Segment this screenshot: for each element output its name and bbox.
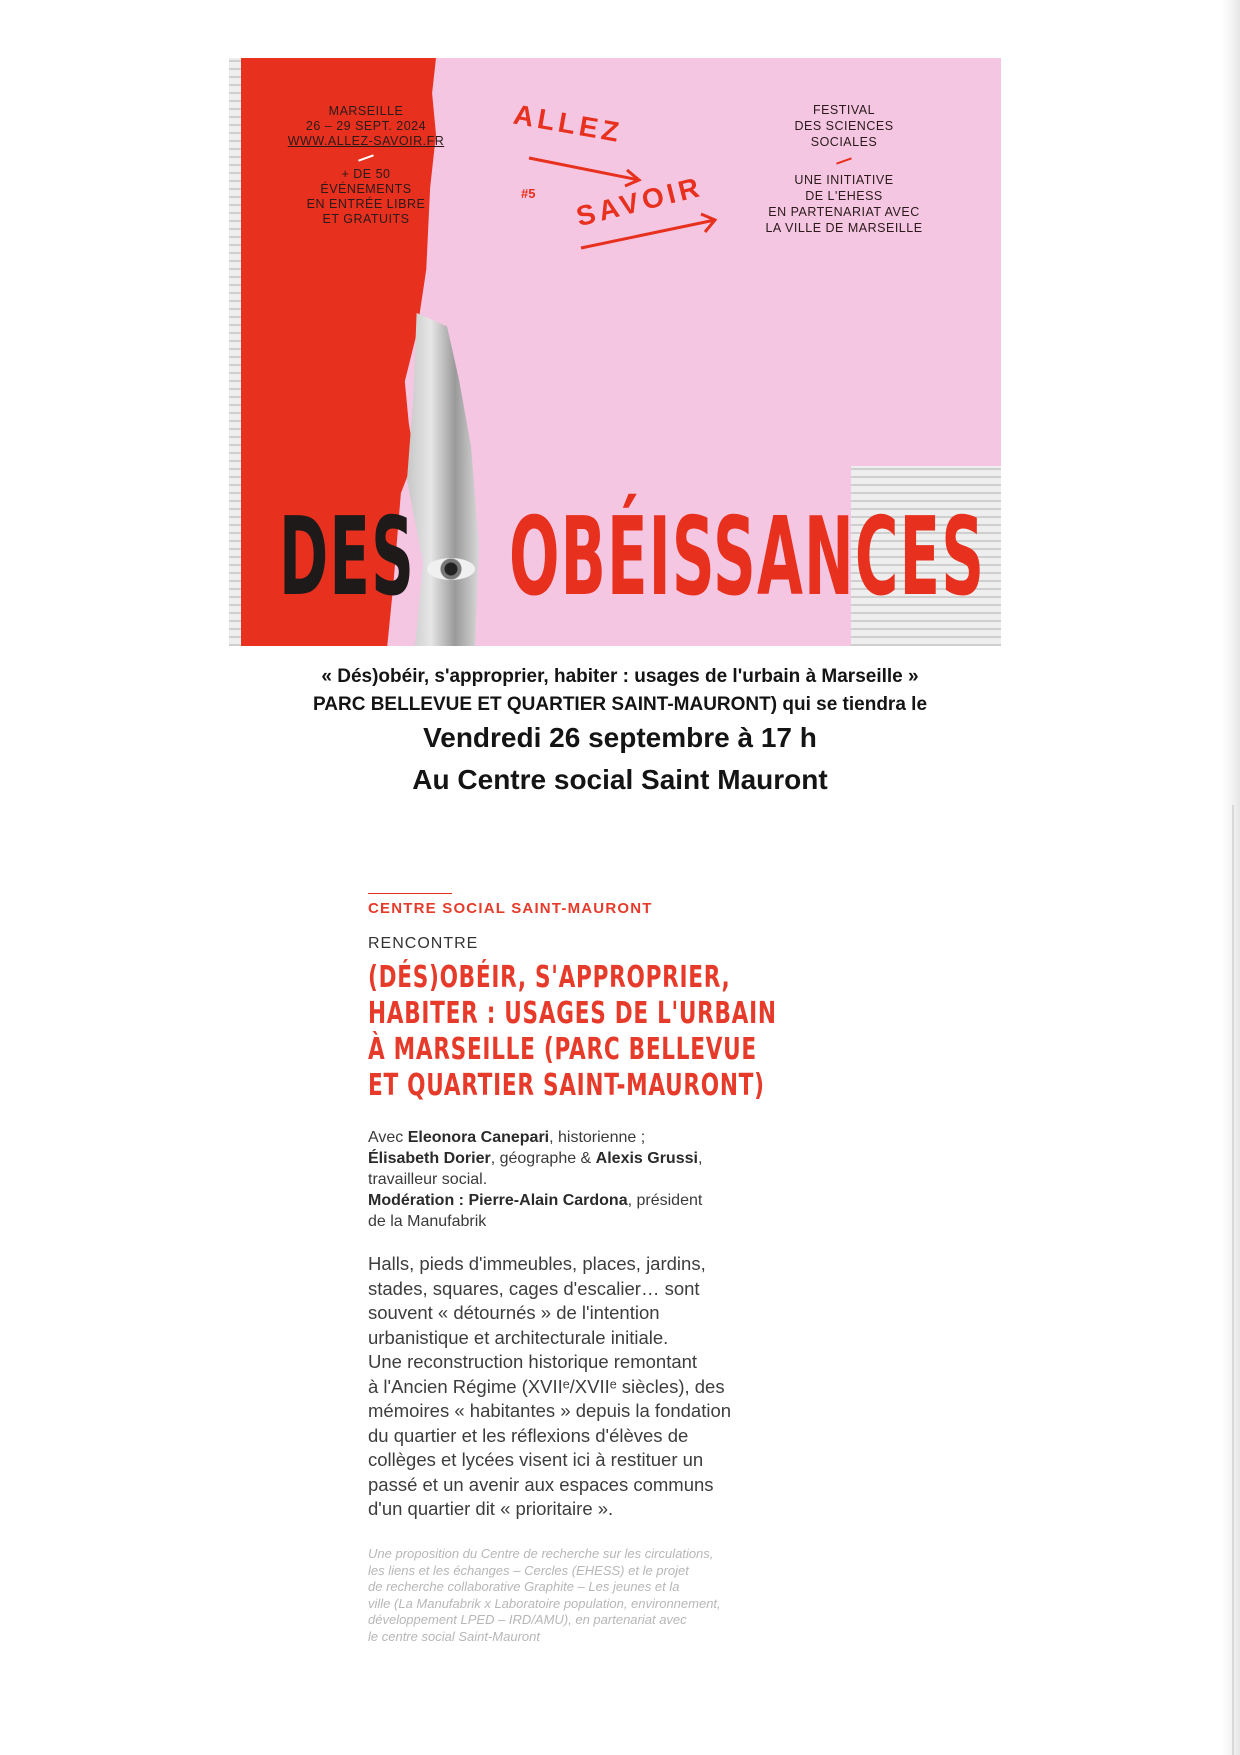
announcement-date: Vendredi 26 septembre à 17 h (423, 722, 817, 753)
poster-events-count: + DE 50 (341, 167, 391, 181)
poster-initiative-line4: LA VILLE DE MARSEILLE (765, 221, 923, 235)
description-line: à l'Ancien Régime (XVIIᵉ/XVIIᵉ siècles), des (368, 1375, 725, 1397)
speakers-avec: Avec (368, 1129, 408, 1146)
credits-line: développement LPED – IRD/AMU), en partenariat avec (368, 1612, 687, 1627)
poster-festival-line3: SOCIALES (810, 135, 878, 149)
poster-title-des: DES (279, 495, 415, 620)
poster-festival-line2: DES SCIENCES (794, 119, 894, 133)
poster-free-line: EN ENTRÉE LIBRE (306, 197, 426, 211)
description-line: souvent « détournés » de l'intention (368, 1302, 660, 1323)
moderation-line (368, 1211, 868, 1232)
programme-event-title (368, 960, 886, 1104)
logo-savoir: SAVOIR (573, 170, 706, 233)
announcement-venue: Au Centre social Saint Mauront (412, 764, 828, 795)
credits-line: de recherche collaborative Graphite – Les jeunes et la (368, 1579, 680, 1594)
speaker-role: , (697, 1150, 703, 1167)
description-line: stades, squares, cages d'escalier… sont (368, 1277, 700, 1299)
event-title-line: (DÉS)OBÉIR, S'APPROPRIER, (368, 960, 731, 995)
description-line: collèges et lycées visent ici à restituer un (368, 1449, 704, 1470)
page-edge-shadow (1222, 0, 1240, 1755)
speaker-name: Eleonora Canepari (407, 1129, 550, 1146)
poster-dash-right (836, 157, 852, 164)
speaker-role: travailleur social. (368, 1171, 488, 1188)
description-line: Une reconstruction historique remontant (368, 1351, 698, 1372)
poster-title-obeissances: OBÉISSANCES (509, 495, 986, 620)
description-line: mémoires « habitantes » depuis la fondation (368, 1400, 732, 1421)
programme-event-type: RENCONTRE (368, 935, 479, 952)
logo-edition-number: #5 (521, 186, 536, 201)
speakers-line (368, 1148, 868, 1169)
poster-free-line2: ET GRATUITS (322, 212, 410, 226)
venue-rule (368, 893, 452, 894)
poster-initiative-line3: EN PARTENARIAT AVEC (768, 205, 920, 219)
speaker-name: Alexis Grussi (595, 1150, 698, 1167)
description-line: Halls, pieds d'immeubles, places, jardins, (368, 1253, 706, 1274)
event-title-line: HABITER : USAGES DE L'URBAIN (368, 996, 777, 1031)
poster-festival-line1: FESTIVAL (812, 103, 876, 117)
moderator-role: de la Manufabrik (368, 1213, 487, 1230)
event-title-line: À MARSEILLE (PARC BELLEVUE (368, 1032, 757, 1067)
speakers-line (368, 1169, 868, 1190)
speaker-role: , géographe & (490, 1150, 596, 1167)
programme-description (368, 1252, 868, 1522)
speaker-name: Élisabeth Dorier (368, 1150, 491, 1167)
event-title-line: ET QUARTIER SAINT-MAURONT) (368, 1068, 765, 1103)
credits-line: ville (La Manufabrik x Laboratoire population, environnement, (368, 1595, 721, 1611)
festival-poster (229, 58, 1001, 646)
moderation-label: Modération : (368, 1192, 469, 1209)
poster-initiative-line1: UNE INITIATIVE (794, 173, 894, 187)
poster-initiative-line2: DE L'EHESS (805, 189, 883, 203)
announcement-title: « Dés)obéir, s'approprier, habiter : usages de l'urbain à Marseille » (321, 666, 919, 687)
moderator-role: , président (627, 1192, 703, 1209)
description-line: urbanistique et architecturale initiale. (368, 1326, 669, 1348)
credits-line: les liens et les échanges – Cercles (EHESS) et le projet (368, 1562, 689, 1578)
poster-city: MARSEILLE (328, 104, 404, 118)
speaker-role: , historienne ; (549, 1129, 646, 1146)
poster-events-line: ÉVÉNEMENTS (320, 182, 412, 196)
page-edge-line (1232, 805, 1234, 1755)
poster-info-right (749, 102, 939, 236)
programme-venue: CENTRE SOCIAL SAINT-MAURONT (368, 900, 653, 917)
programme-credits (368, 1546, 878, 1645)
credits-line: Une proposition du Centre de recherche sur les circulations, (368, 1546, 714, 1561)
moderator-name: Pierre-Alain Cardona (468, 1192, 628, 1209)
programme-speakers (368, 1127, 868, 1232)
description-line: du quartier et les réflexions d'élèves de (368, 1424, 689, 1446)
poster-dates: 26 – 29 SEPT. 2024 (305, 119, 427, 133)
poster-website: WWW.ALLEZ-SAVOIR.FR (287, 134, 445, 148)
moderation-line (368, 1190, 868, 1211)
description-line: d'un quartier dit « prioritaire ». (368, 1498, 614, 1519)
description-line: passé et un avenir aux espaces communs (368, 1473, 714, 1495)
announcement-subtitle: PARC BELLEVUE ET QUARTIER SAINT-MAURONT) qui se tiendra le (312, 694, 928, 715)
credits-line: le centre social Saint-Mauront (368, 1628, 540, 1644)
logo-allez: ALLEZ (511, 98, 626, 149)
speakers-line (368, 1127, 868, 1148)
